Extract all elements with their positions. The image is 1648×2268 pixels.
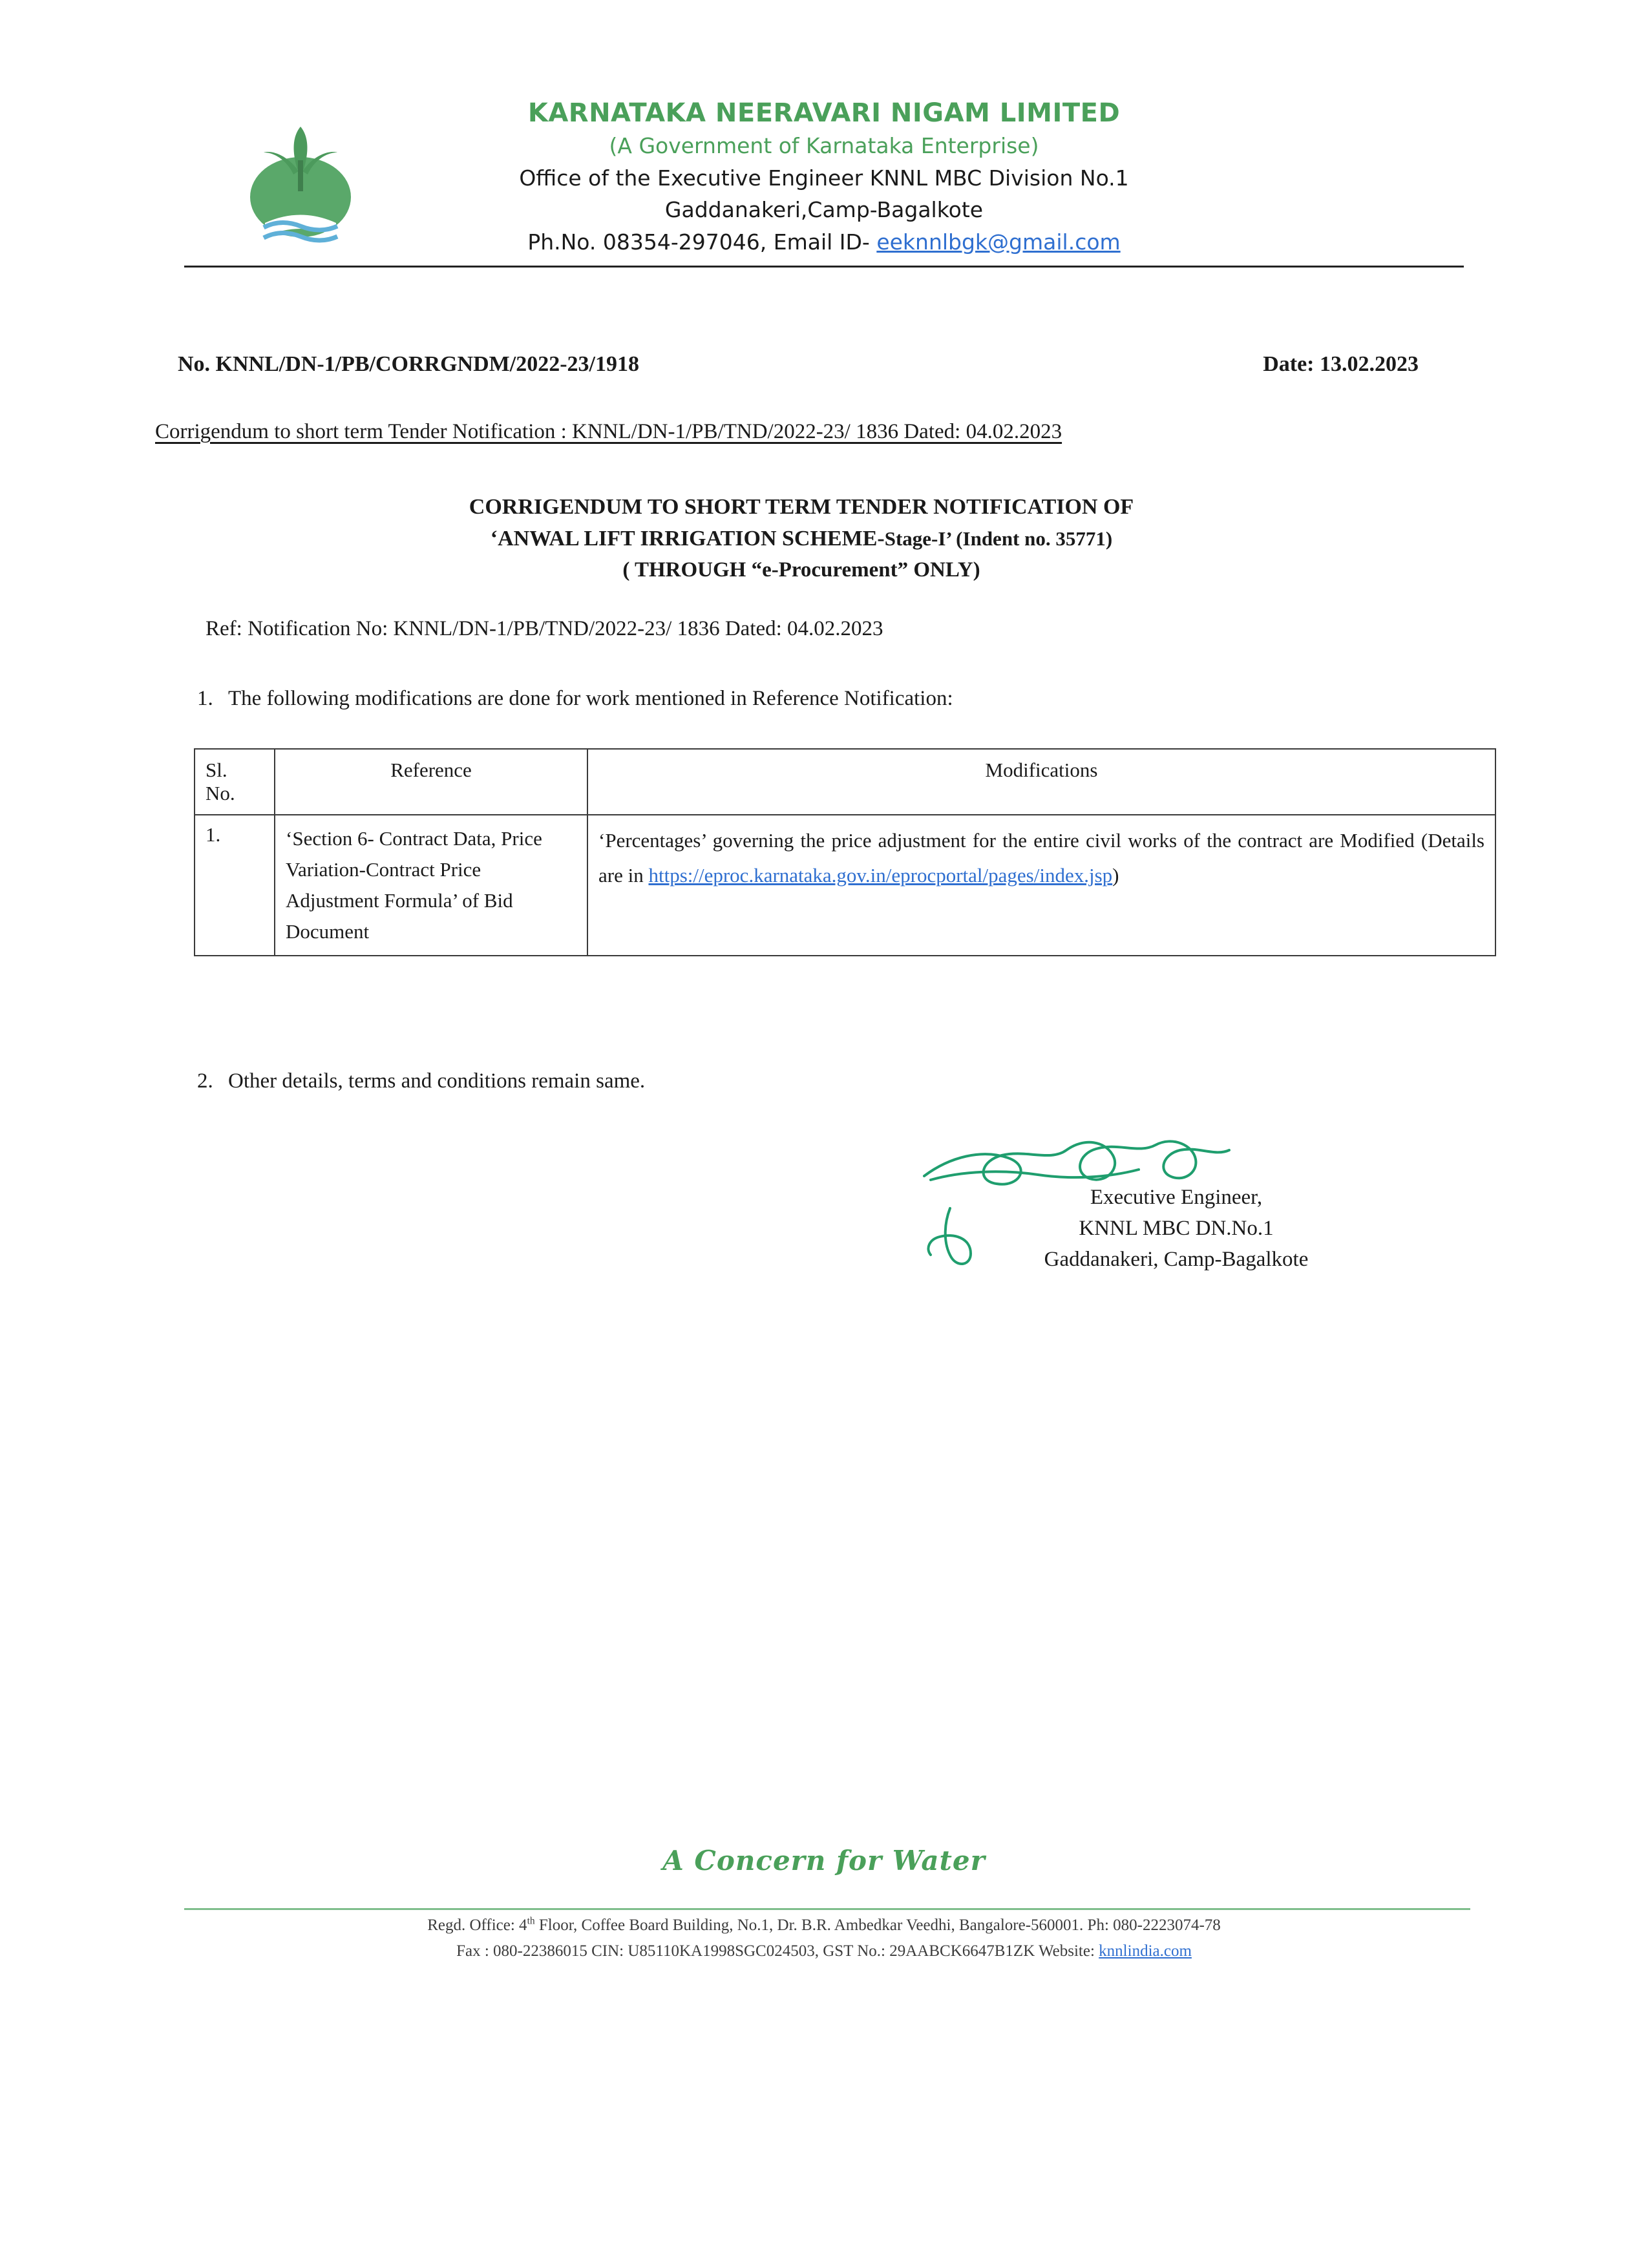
header-divider [184, 266, 1464, 268]
office-line: Office of the Executive Engineer KNNL MBC Division No.1 [519, 165, 1129, 191]
signatory-division: KNNL MBC DN.No.1 [1079, 1216, 1274, 1240]
file-number: No. KNNL/DN-1/PB/CORRGNDM/2022-23/1918 [178, 352, 639, 376]
list-item-2-text: Other details, terms and conditions remain same. [228, 1069, 646, 1093]
modifications-table [194, 748, 1496, 956]
title-line-2b: Stage-I’ (Indent no. 35771) [884, 527, 1113, 551]
table-row [195, 815, 1495, 956]
signature-block [937, 1182, 1415, 1276]
header-sl-line1: Sl. [206, 759, 227, 781]
footer-line-1a: Regd. Office: 4 [427, 1916, 527, 1934]
eprocurement-portal-link[interactable]: https://eproc.karnataka.gov.in/eprocportal/pages/index.jsp [648, 864, 1113, 887]
knnl-tree-water-logo-icon [226, 110, 375, 258]
list-item-2-number: 2. [197, 1069, 213, 1093]
ref-notification-line: Ref: Notification No: KNNL/DN-1/PB/TND/2022-23/ 1836 Dated: 04.02.2023 [206, 617, 883, 640]
footer-line-2a: Fax : 080-22386015 CIN: U85110KA1998SGC024503, GST No.: 29AABCK6647B1ZK Website: [456, 1942, 1095, 1960]
footer-divider [184, 1908, 1470, 1910]
footer-line-1 [0, 1913, 1648, 1938]
website-link[interactable]: knnlindia.com [1099, 1942, 1192, 1960]
cell-reference: ‘Section 6- Contract Data, Price Variation-Contract Price Adjustment Formula’ of Bid Document [275, 815, 587, 956]
footer-ordinal: th [527, 1915, 535, 1927]
header-sl-line2: No. [206, 782, 235, 804]
modification-text-after: ) [1112, 864, 1119, 887]
document-date: Date: 13.02.2023 [1263, 352, 1419, 376]
footer-line-1b: Floor, Coffee Board Building, No.1, Dr. B.R. Ambedkar Veedhi, Bangalore-560001. Ph: 080-2223074-78 [534, 1916, 1221, 1934]
document-title-block [178, 491, 1425, 585]
header-modifications: Modifications [587, 749, 1495, 815]
title-line-2 [178, 523, 1425, 554]
corrigendum-subject-line: Corrigendum to short term Tender Notification : KNNL/DN-1/PB/TND/2022-23/ 1836 Dated: 04.02.2023 [155, 420, 1062, 443]
title-line-3: ( THROUGH “e-Procurement” ONLY) [622, 558, 980, 582]
email-link[interactable]: eeknnlbgk@gmail.com [876, 229, 1121, 255]
title-line-2a: ‘ANWAL LIFT IRRIGATION SCHEME- [490, 527, 885, 551]
list-item-1-number: 1. [197, 687, 213, 710]
list-item-1 [197, 687, 953, 711]
footer-line-2 [0, 1938, 1648, 1964]
cell-sl-no: 1. [195, 815, 275, 956]
organization-subtitle: (A Government of Karnataka Enterprise) [609, 133, 1039, 158]
tagline: A Concern for Water [662, 1845, 986, 1876]
footer [0, 1913, 1648, 1964]
organization-name: KARNATAKA NEERAVARI NIGAM LIMITED [527, 98, 1121, 128]
title-line-1: CORRIGENDUM TO SHORT TERM TENDER NOTIFICATION OF [469, 495, 1134, 519]
reference-row [178, 352, 1419, 377]
cell-modifications [587, 815, 1495, 956]
signatory-place: Gaddanakeri, Camp-Bagalkote [1044, 1247, 1309, 1271]
list-item-2 [197, 1069, 645, 1093]
phone-label: Ph.No. 08354-297046, Email ID- [527, 229, 870, 255]
table-header-row [195, 749, 1495, 815]
list-item-1-text: The following modifications are done for work mentioned in Reference Notification: [228, 687, 953, 710]
header-reference: Reference [275, 749, 587, 815]
modification-text-before: ‘Percentages’ governing the price adjustment for the entire civil works of the contract are Modified (Details are in [598, 829, 1484, 887]
signatory-designation: Executive Engineer, [1090, 1186, 1263, 1209]
address-line: Gaddanakeri,Camp-Bagalkote [664, 197, 984, 223]
letterhead [0, 97, 1648, 268]
header-sl-no [195, 749, 275, 815]
